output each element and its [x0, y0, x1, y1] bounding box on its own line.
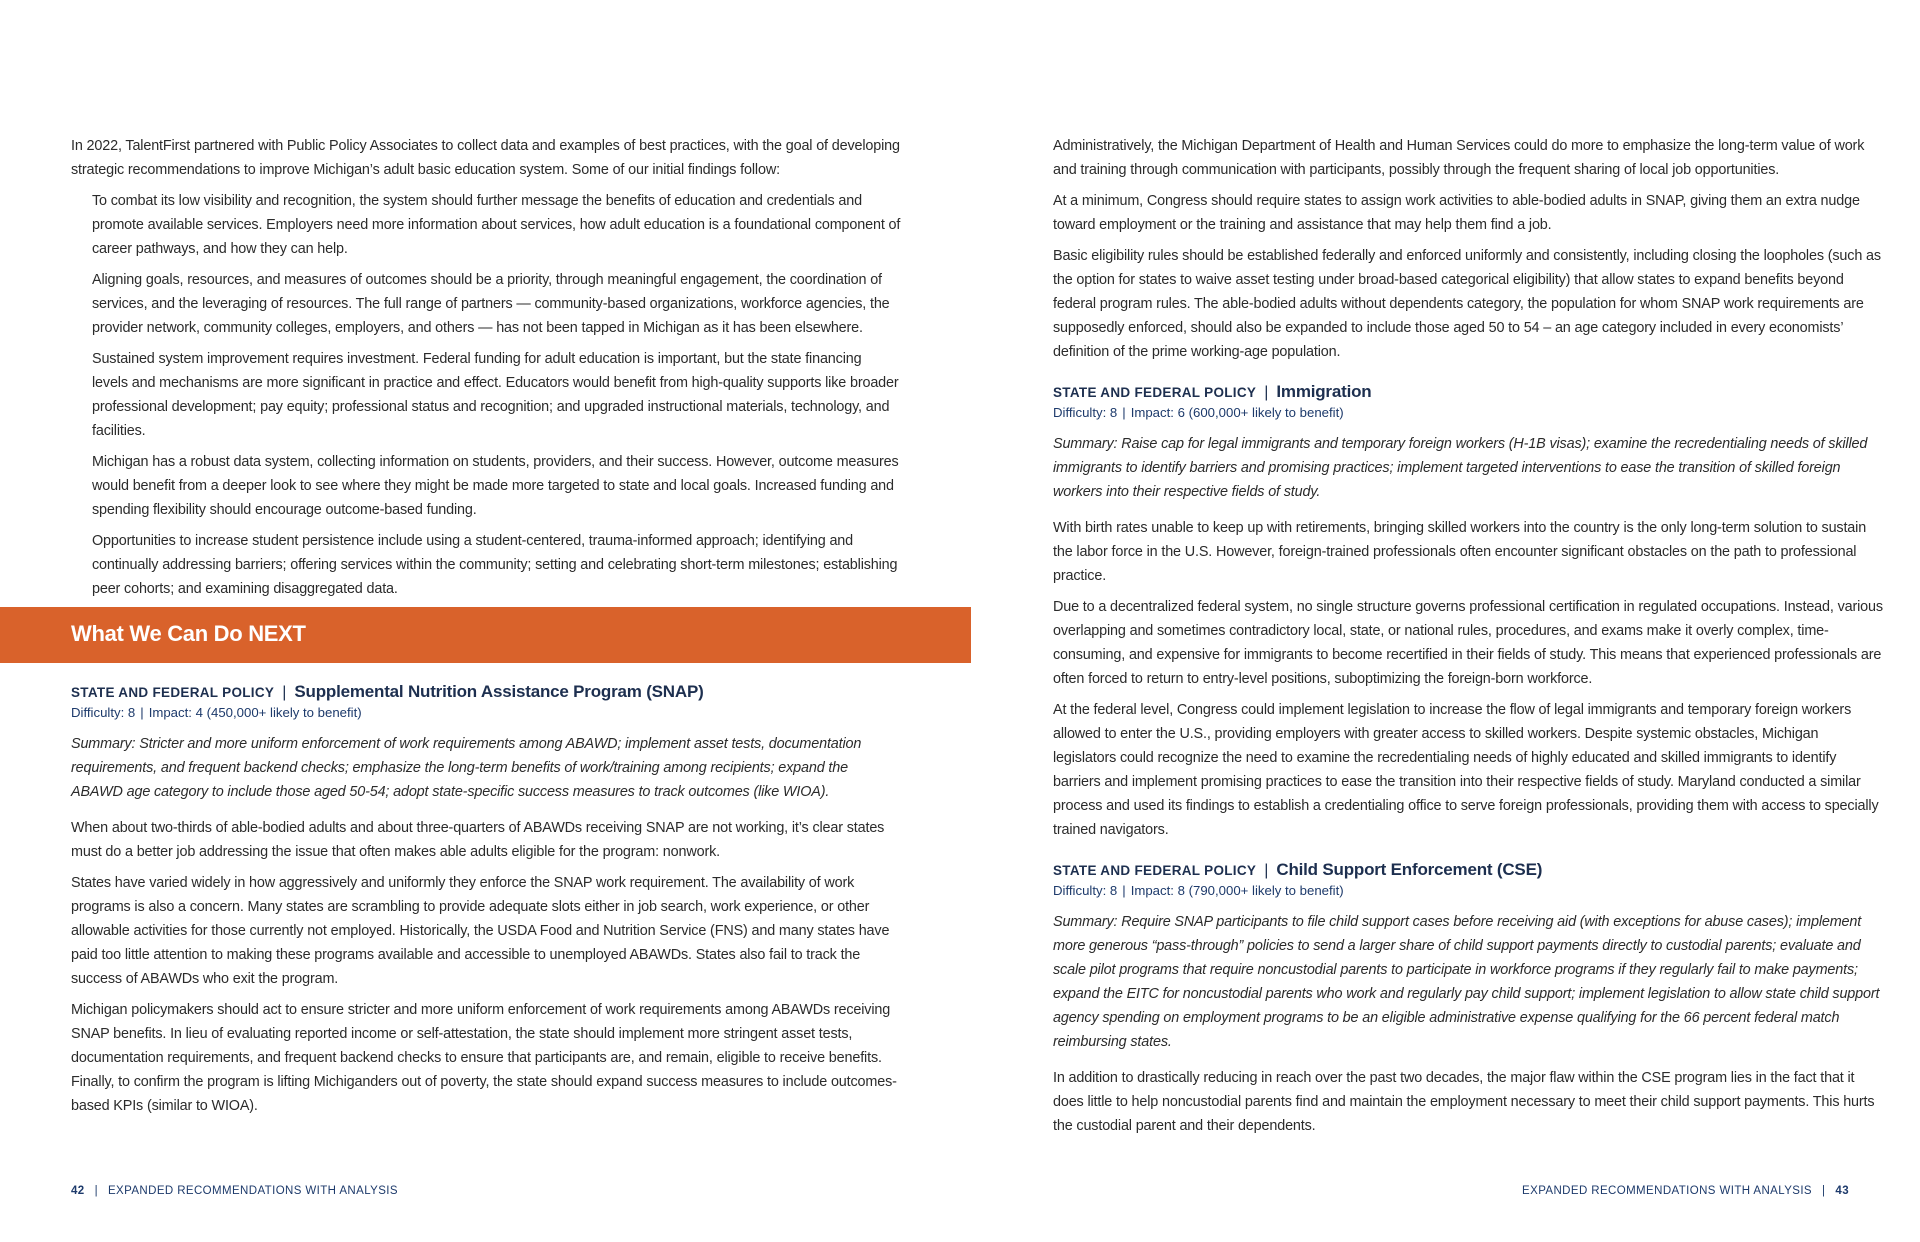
difficulty-rating: Difficulty: 8	[1053, 405, 1118, 420]
page-number: 43	[1835, 1185, 1849, 1197]
body-paragraph: At the federal level, Congress could implement legislation to increase the flow of legal immigrants and temporary foreign workers allowed to enter the U.S., providing employers with greater access to skilled workers. Despite systemic obstacles, Michigan legislators could recognize the need to examine the recredentialing needs of highly educated and skilled immigrants to identify barriers and implement promising practices to ease the transition into their respective fields of study. Maryland conducted a similar process and used its findings to establish a credentialing office to serve foreign professionals, providing them with access to specially trained navigators.	[1053, 702, 1879, 838]
policy-summary: Summary: Require SNAP participants to file child support cases before receiving aid (with exceptions for abuse cases); implement more generous “pass-through” policies to send a larger share of child support payments directly to custodial parents; evaluate and scale pilot programs that require noncustodial parents to participate in workforce programs if they regularly fail to make payments; expand the EITC for noncustodial parents who work and regularly pay child support; implement legislation to allow state child support agency spending on employment programs to be an eligible administrative expense qualifying for the 66 percent federal match reimbursing states.	[1053, 914, 1880, 1050]
left-bottom-column	[71, 682, 901, 1125]
right-column	[1053, 134, 1883, 1145]
policy-snap	[71, 682, 901, 1118]
policy-immigration	[1053, 382, 1883, 842]
policy-summary: Summary: Raise cap for legal immigrants and temporary foreign workers (H-1B visas); examine the recredentialing needs of skilled immigrants to identify barriers and promising practices; implement targeted interventions to ease the transition of skilled foreign workers into their respective fields of study.	[1053, 436, 1868, 500]
footer-separator: |	[1822, 1185, 1826, 1197]
body-paragraph: When about two-thirds of able-bodied adults and about three-quarters of ABAWDs receiving SNAP are not working, it’s clear states must do a better job addressing the issue that often makes able adults eligible for the program: nonwork.	[71, 820, 885, 860]
body-paragraph: Basic eligibility rules should be established federally and enforced uniformly and consistently, including closing the loopholes (such as the option for states to waive asset testing under broad-based categorical eligibility) that allow states to expand benefits beyond federal program rules. The able-bodied adults without dependents category, the population for whom SNAP work requirements are supposedly enforced, should also be expanded to include those aged 50 to 54 – an age category included in every economists’ definition of the prime working-age population.	[1053, 248, 1881, 360]
impact-rating: Impact: 6 (600,000+ likely to benefit)	[1130, 405, 1344, 420]
difficulty-rating: Difficulty: 8	[71, 705, 136, 720]
body-paragraph: With birth rates unable to keep up with retirements, bringing skilled workers into the country is the only long-term solution to sustain the labor force in the U.S. However, foreign-trained professionals often encounter significant obstacles on the path to professional practice.	[1053, 520, 1867, 584]
body-paragraph: In addition to drastically reducing in reach over the past two decades, the major flaw within the CSE program lies in the fact that it does little to help noncustodial parents find and maintain the employment necessary to meet their child support payments. This hurts the custodial parent and their dependents.	[1053, 1070, 1875, 1134]
page-footer	[1522, 1185, 1849, 1197]
impact-rating: Impact: 4 (450,000+ likely to benefit)	[148, 705, 362, 720]
intro-paragraph: In 2022, TalentFirst partnered with Public Policy Associates to collect data and examples of best practices, with the goal of developing strategic recommendations to improve Michigan’s adult basic education system. Some of our initial findings follow:	[71, 138, 900, 178]
policy-meta: Difficulty: 8 | Impact: 4 (450,000+ likely to benefit)	[71, 705, 362, 720]
policy-title: Immigration	[1276, 382, 1372, 401]
finding-paragraph: To combat its low visibility and recognition, the system should further message the benefits of education and credentials and promote available services. Employers need more information about services, how adult education is a foundational component of career pathways, and how they can help.	[92, 193, 901, 257]
finding-paragraph: Opportunities to increase student persistence include using a student-centered, trauma-informed approach; identifying and continually addressing barriers; offering services within the community; setting and celebrating short-term milestones; establishing peer cohorts; and examining disaggregated data.	[92, 533, 898, 597]
impact-rating: Impact: 8 (790,000+ likely to benefit)	[1130, 883, 1344, 898]
policy-kicker: STATE AND FEDERAL POLICY	[1053, 385, 1257, 400]
page-43	[960, 0, 1920, 1242]
policy-heading	[71, 682, 901, 702]
policy-heading	[1053, 382, 1883, 402]
difficulty-rating: Difficulty: 8	[1053, 883, 1118, 898]
page-number: 42	[71, 1185, 85, 1197]
body-paragraph: States have varied widely in how aggressively and uniformly they enforce the SNAP work requirement. The availability of work programs is also a concern. Many states are scrambling to provide adequate slots either in job search, work experience, or other allowable activities for those currently not employed. Historically, the USDA Food and Nutrition Service (FNS) and many states have paid too little attention to making these programs available and accessible to unemployed ABAWDs. States also fail to track the success of ABAWDs who exit the program.	[71, 875, 890, 987]
finding-paragraph: Sustained system improvement requires investment. Federal funding for adult education is important, but the state financing levels and mechanisms are more significant in practice and effect. Educators would benefit from high-quality supports like broader professional development; pay equity; professional status and recognition; and upgraded instructional materials, technology, and facilities.	[92, 351, 899, 439]
finding-paragraph: Michigan has a robust data system, collecting information on students, providers, and their success. However, outcome measures would benefit from a deeper look to see where they might be made more targeted to state and local goals. Increased funding and spending flexibility should encourage outcome-based funding.	[92, 454, 899, 518]
policy-heading	[1053, 860, 1883, 880]
policy-separator: |	[282, 684, 287, 701]
policy-kicker: STATE AND FEDERAL POLICY	[1053, 863, 1257, 878]
policy-kicker: STATE AND FEDERAL POLICY	[71, 685, 275, 700]
policy-summary: Summary: Stricter and more uniform enforcement of work requirements among ABAWD; implement asset tests, documentation requirements, and frequent backend checks; emphasize the long-term benefits of work/training among recipients; expand the ABAWD age category to include those aged 50-54; adopt state-specific success measures to track outcomes (like WIOA).	[71, 736, 862, 800]
body-paragraph: At a minimum, Congress should require states to assign work activities to able-bodied adults in SNAP, giving them an extra nudge toward employment or the training and assistance that may help them find a job.	[1053, 193, 1860, 233]
policy-separator: |	[1264, 862, 1269, 879]
footer-label: EXPANDED RECOMMENDATIONS WITH ANALYSIS	[1522, 1185, 1813, 1197]
policy-title: Supplemental Nutrition Assistance Program (SNAP)	[294, 682, 704, 701]
footer-separator: |	[94, 1185, 98, 1197]
policy-meta: Difficulty: 8 | Impact: 8 (790,000+ likely to benefit)	[1053, 883, 1344, 898]
page-footer	[71, 1185, 398, 1197]
policy-separator: |	[1264, 384, 1269, 401]
left-top-column	[71, 134, 901, 608]
section-title: What We Can Do NEXT	[71, 621, 306, 646]
policy-cse	[1053, 860, 1883, 1138]
section-header-bar	[0, 607, 971, 663]
body-paragraph: Michigan policymakers should act to ensure stricter and more uniform enforcement of work requirements among ABAWDs receiving SNAP benefits. In lieu of evaluating reported income or self-attestation, the state should implement more stringent asset tests, documentation requirements, and frequent backend checks to ensure that participants are, and remain, eligible to receive benefits. Finally, to confirm the program is lifting Michiganders out of poverty, the state should expand success measures to include outcomes-based KPIs (similar to WIOA).	[71, 1002, 897, 1114]
footer-label: EXPANDED RECOMMENDATIONS WITH ANALYSIS	[107, 1185, 398, 1197]
policy-meta: Difficulty: 8 | Impact: 6 (600,000+ likely to benefit)	[1053, 405, 1344, 420]
policy-title: Child Support Enforcement (CSE)	[1276, 860, 1543, 879]
body-paragraph: Administratively, the Michigan Department of Health and Human Services could do more to emphasize the long-term value of work and training through communication with participants, possibly through the frequent sharing of local job opportunities.	[1053, 138, 1865, 178]
finding-paragraph: Aligning goals, resources, and measures of outcomes should be a priority, through meaningful engagement, the coordination of services, and the leveraging of resources. The full range of partners — community-based organizations, workforce agencies, the provider network, community colleges, employers, and others — has not been tapped in Michigan as it has been elsewhere.	[92, 272, 890, 336]
body-paragraph: Due to a decentralized federal system, no single structure governs professional certification in regulated occupations. Instead, various overlapping and sometimes contradictory local, state, or national rules, procedures, and exams make it overly complex, time-consuming, and expensive for immigrants to become recertified in their fields of study. This means that experienced professionals are often forced to return to entry-level positions, suboptimizing the foreign-born workforce.	[1053, 599, 1883, 687]
